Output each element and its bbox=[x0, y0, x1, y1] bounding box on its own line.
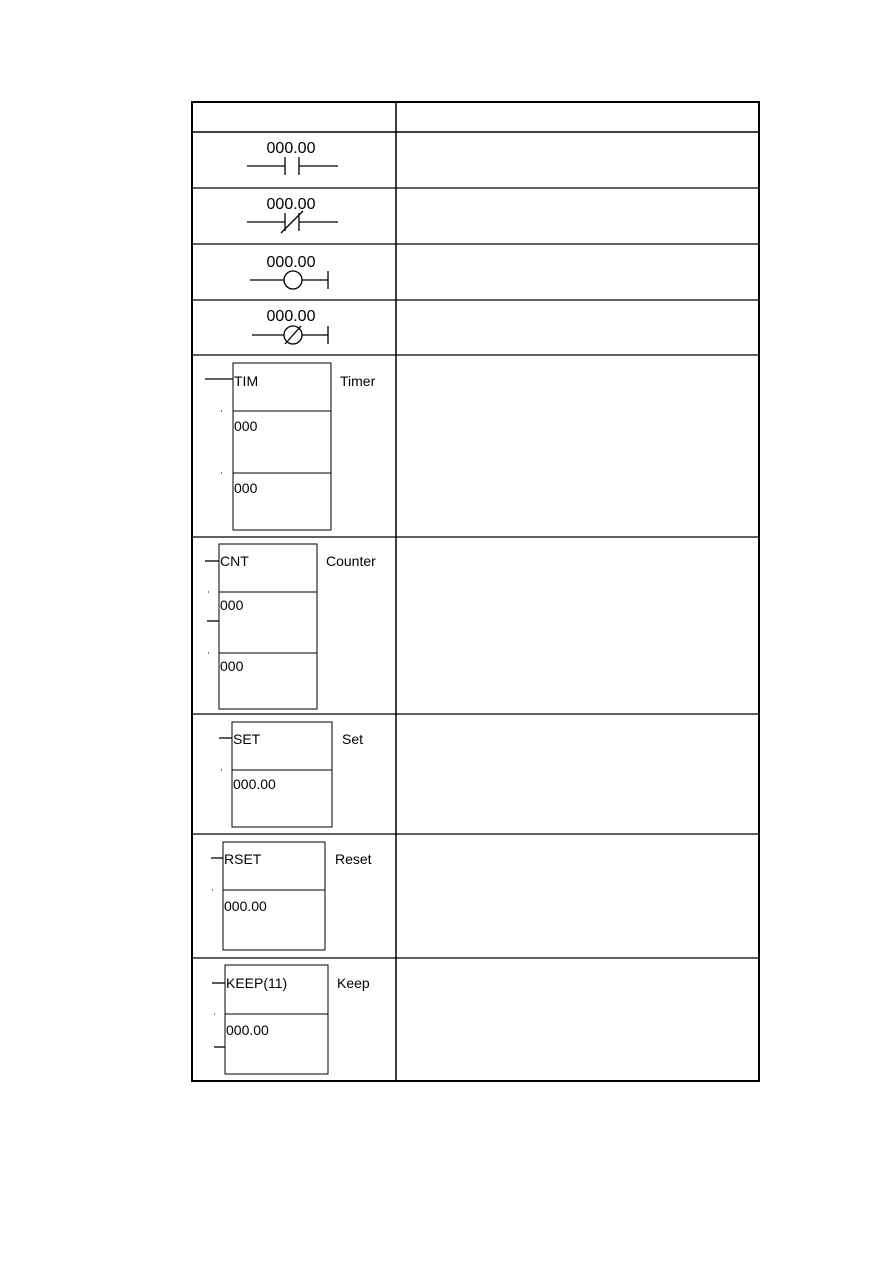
output-coil-icon bbox=[250, 271, 328, 289]
no-contact-icon bbox=[247, 157, 338, 175]
block-caption: Timer bbox=[340, 373, 376, 389]
block-operand: 000.00 bbox=[226, 1022, 269, 1038]
contact-address: 000.00 bbox=[266, 196, 316, 213]
table-row bbox=[250, 254, 328, 289]
block-operand: 000.00 bbox=[233, 776, 276, 792]
table-row bbox=[212, 965, 370, 1074]
coil-address: 000.00 bbox=[266, 254, 316, 271]
contact-address: 000.00 bbox=[266, 140, 316, 157]
instruction-table-svg bbox=[191, 101, 761, 1082]
timer-block bbox=[205, 363, 331, 530]
block-name: RSET bbox=[224, 851, 262, 867]
block-name: SET bbox=[233, 731, 261, 747]
instruction-table bbox=[191, 101, 761, 1082]
block-operand: 000 bbox=[234, 418, 258, 434]
coil-address: 000.00 bbox=[266, 308, 316, 325]
table-row bbox=[205, 363, 376, 530]
table-row bbox=[219, 722, 363, 827]
block-caption: Counter bbox=[326, 553, 376, 569]
inverted-coil-icon bbox=[252, 326, 328, 344]
block-operand: 000 bbox=[220, 597, 244, 613]
block-operand: 000 bbox=[234, 480, 258, 496]
block-caption: Reset bbox=[335, 851, 372, 867]
block-operand: 000 bbox=[220, 658, 244, 674]
block-caption: Keep bbox=[337, 975, 370, 991]
nc-contact-icon bbox=[247, 211, 338, 233]
block-name: KEEP(11) bbox=[226, 975, 288, 991]
block-name: TIM bbox=[234, 373, 259, 389]
table-row bbox=[247, 140, 338, 175]
block-caption: Set bbox=[342, 731, 364, 747]
table-row bbox=[247, 196, 338, 233]
table-row bbox=[211, 842, 372, 950]
table-row bbox=[252, 308, 328, 344]
block-operand: 000.00 bbox=[224, 898, 267, 914]
block-name: CNT bbox=[220, 553, 249, 569]
table-row bbox=[205, 544, 376, 709]
